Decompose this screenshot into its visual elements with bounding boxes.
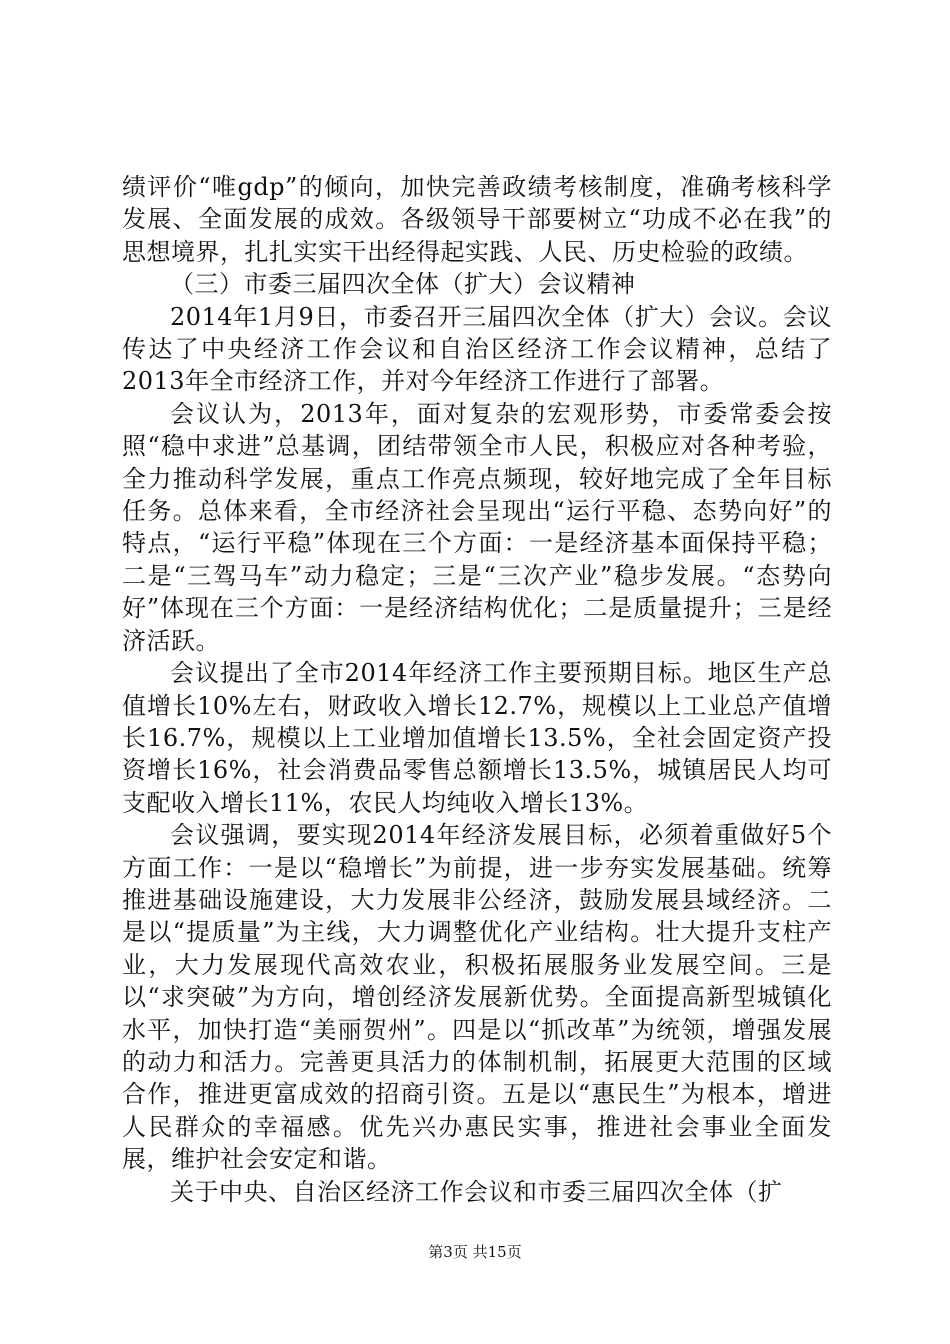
- paragraph: 2014年1月9日，市委召开三届四次全体（扩大）会议。会议传达了中央经济工作会议和自治区经济工作会议精神，总结了2013年全市经济工作，并对今年经济工作进行了部署。: [122, 302, 832, 396]
- page-number-footer: 第3页 共15页: [428, 1243, 522, 1261]
- paragraph: 会议提出了全市2014年经济工作主要预期目标。地区生产总值增长10%左右，财政收入增长12.7%，规模以上工业总产值增长16.7%，规模以上工业增加值增长13.5%，全社会固定资产投资增长16%，社会消费品零售总额增长13.5%，城镇居民人均可支配收入增长11%，农民人均纯收入增长13%。: [122, 659, 832, 817]
- paragraph: 会议强调，要实现2014年经济发展目标，必须着重做好5个方面工作：一是以“稳增长”为前提，进一步夯实发展基础。统筹推进基础设施建设，大力发展非公经济，鼓励发展县域经济。二是以“提质量”为主线，大力调整优化产业结构。壮大提升支柱产业，大力发展现代高效农业，积极拓展服务业发展空间。三是以“求突破”为方向，增创经济发展新优势。全面提高新型城镇化水平，加快打造“美丽贺州”。四是以“抓改革”为统领，增强发展的动力和活力。完善更具活力的体制机制，拓展更大范围的区域合作，推进更富成效的招商引资。五是以“惠民生”为根本，增进人民群众的幸福感。优先兴办惠民实事，推进社会事业全面发展，维护社会安定和谐。: [122, 821, 832, 1174]
- document-body: [122, 171, 832, 1208]
- section-heading: （三）市委三届四次全体（扩大）会议精神: [170, 270, 636, 299]
- paragraph: 会议认为，2013年，面对复杂的宏观形势，市委常委会按照“稳中求进”总基调，团结带领全市人民，积极应对各种考验，全力推动科学发展，重点工作亮点频现，较好地完成了全年目标任务。总体来看，全市经济社会呈现出“运行平稳、态势向好”的特点，“运行平稳”体现在三个方面：一是经济基本面保持平稳；二是“三驾马车”动力稳定；三是“三次产业”稳步发展。“态势向好”体现在三个方面：一是经济结构优化；二是质量提升；三是经济活跃。: [122, 399, 832, 655]
- paragraph-continuation: 绩评价“唯gdp”的倾向，加快完善政绩考核制度，准确考核科学发展、全面发展的成效。各级领导干部要树立“功成不必在我”的思想境界，扎扎实实干出经得起实践、人民、历史检验的政绩。: [122, 173, 832, 266]
- paragraph-truncated: 关于中央、自治区经济工作会议和市委三届四次全体（扩: [170, 1177, 783, 1206]
